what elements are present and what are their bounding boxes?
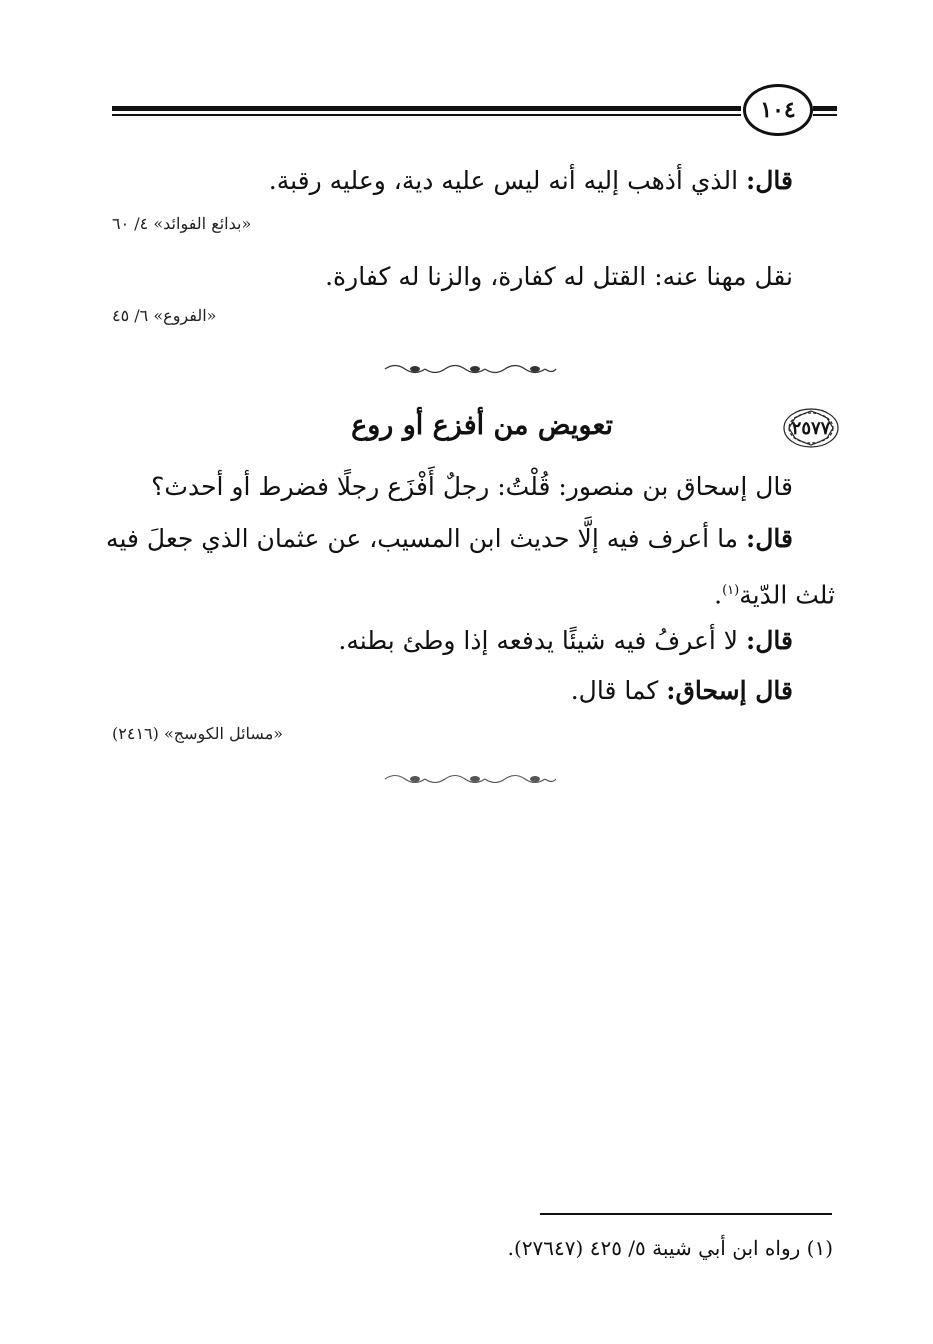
footnote: (١) رواه ابن أبي شيبة ٥/ ٤٢٥ (٢٧٦٤٧). <box>507 1236 833 1260</box>
line-text: ما أعرف فيه إلَّا حديث ابن المسيب، عن عثمان الذي جعلَ فيه <box>106 524 747 553</box>
header-rule-end-thin <box>813 114 837 116</box>
line-text: كما قال. <box>570 676 667 705</box>
header-rule-end <box>813 106 837 111</box>
speaker-label: قال: <box>746 166 793 195</box>
source-citation: «الفروع» ٦/ ٤٥ <box>112 306 217 325</box>
text-line: نقل مهنا عنه: القتل له كفارة، والزنا له كفارة. <box>325 262 793 291</box>
speaker-label: قال: <box>746 626 793 655</box>
line-end: . <box>714 580 723 610</box>
section-number-badge <box>781 406 841 450</box>
section-number: ٢٥٧٧ <box>791 417 831 439</box>
text-line <box>110 164 793 198</box>
footnote-rule <box>540 1213 832 1215</box>
text-line <box>110 574 835 612</box>
section-title: تعويض من أفزع أو روع <box>351 410 613 441</box>
line-text: لا أعرفُ فيه شيئًا يدفعه إذا وطئ بطنه. <box>338 626 747 655</box>
line-text: ثلث الدّية <box>739 580 835 610</box>
page-header <box>112 84 837 140</box>
line-text: الذي أذهب إليه أنه ليس عليه دية، وعليه رقبة. <box>268 166 747 195</box>
source-citation: «بدائع الفوائد» ٤/ ٦٠ <box>112 214 252 233</box>
speaker-label: قال إسحاق: <box>666 676 793 705</box>
ornament-divider-icon <box>380 362 560 376</box>
header-rule-thin <box>112 114 741 116</box>
header-rule <box>112 106 741 111</box>
page-number: ١٠٤ <box>743 84 813 136</box>
text-line <box>106 522 793 556</box>
text-line <box>110 624 793 658</box>
source-citation: «مسائل الكوسج» (٢٤١٦) <box>112 724 284 743</box>
text-line: قال إسحاق بن منصور: قُلْتُ: رجلٌ أَفْزَع رجلًا فضرط أو أحدث؟ <box>151 472 793 501</box>
footnote-ref: (١) <box>722 583 740 598</box>
speaker-label: قال: <box>746 524 793 553</box>
text-line <box>110 674 793 708</box>
section-heading <box>281 406 841 452</box>
ornament-divider-icon <box>380 772 560 786</box>
